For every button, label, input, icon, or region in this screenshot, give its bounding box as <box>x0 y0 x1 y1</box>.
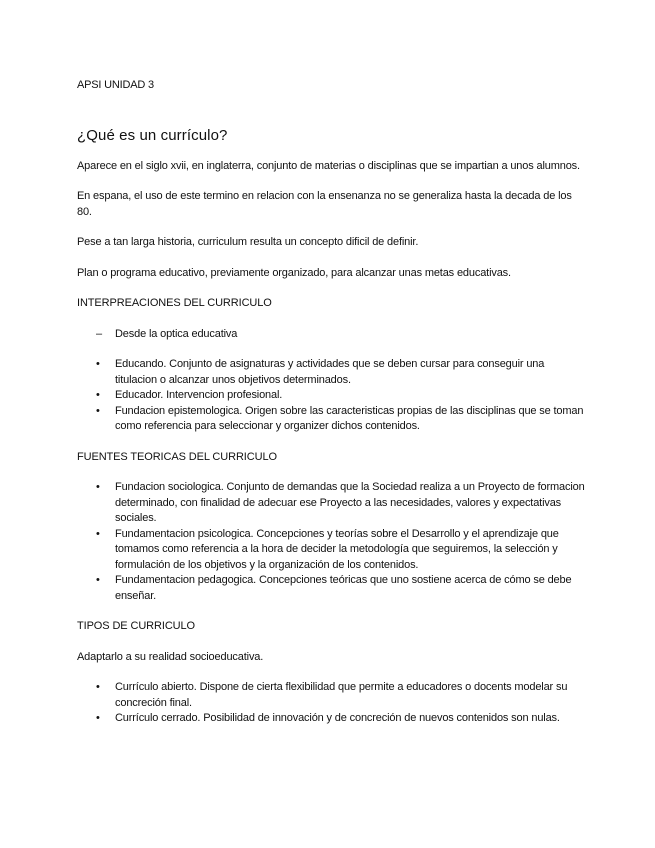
bullet-marker: • <box>96 481 100 493</box>
list-item <box>77 711 585 727</box>
paragraph-spain: En espana, el uso de este termino en relacion con la ensenanza no se generaliza hasta la decada de los 80. <box>77 190 572 218</box>
list-item <box>77 573 585 604</box>
paragraph-origin: Aparece en el siglo xvii, en inglaterra, conjunto de materias o disciplinas que se impartian a unos alumnos. <box>77 159 580 172</box>
bullet-marker: • <box>96 358 100 370</box>
bullet-marker: • <box>96 404 100 417</box>
document-subject: APSI UNIDAD 3 <box>77 79 154 91</box>
list-item <box>77 357 585 388</box>
list-item-text: Fundamentacion pedagogica. Concepciones teóricas que uno sostiene acerca de cómo se debe enseñar. <box>115 574 572 602</box>
bullet-marker: • <box>96 574 100 586</box>
bullet-marker: • <box>96 681 100 693</box>
list-item <box>77 388 585 404</box>
section-heading-interpretaciones: INTERPREACIONES DEL CURRICULO <box>77 297 272 309</box>
paragraph-history: Pese a tan larga historia, curriculum resulta un concepto dificil de definir. <box>77 236 419 248</box>
tipos-list <box>77 680 585 727</box>
dash-marker: – <box>96 327 102 340</box>
paragraph-plan: Plan o programa educativo, previamente organizado, para alcanzar unas metas educativas. <box>77 266 511 279</box>
list-item-text: Currículo cerrado. Posibilidad de innovación y de concreción de nuevos contenidos son nulas. <box>115 712 560 724</box>
list-item-text: Educador. Intervencion profesional. <box>115 389 283 401</box>
list-item-text: Desde la optica educativa <box>115 327 238 340</box>
dash-list <box>77 327 585 343</box>
document-body <box>77 78 585 727</box>
paragraph-adaptarlo: Adaptarlo a su realidad socioeducativa. <box>77 650 264 663</box>
section-heading-fuentes: FUENTES TEORICAS DEL CURRICULO <box>77 450 277 463</box>
interpretaciones-list <box>77 357 585 435</box>
document-title: ¿Qué es un currículo? <box>77 126 228 144</box>
list-item-text: Currículo abierto. Dispone de cierta flexibilidad que permite a educadores o docents modelar su concreción final. <box>115 681 568 709</box>
fuentes-list <box>77 480 585 604</box>
list-item-text: Fundacion epistemologica. Origen sobre las caracteristicas propias de las disciplinas que se toman como referencia para seleccionar y organizer dichos contenidos. <box>115 404 584 432</box>
list-item-text: Educando. Conjunto de asignaturas y actividades que se deben cursar para conseguir una titulacion o alcanzar unos objetivos determinados. <box>115 358 545 386</box>
list-item <box>77 327 585 343</box>
bullet-marker: • <box>96 527 100 540</box>
list-item <box>77 527 585 574</box>
list-item-text: Fundacion sociologica. Conjunto de demandas que la Sociedad realiza a un Proyecto de formacion determinado, con finalidad de adecuar ese Proyecto a las necesidades, valores y expectativas sociales. <box>115 481 585 524</box>
list-item <box>77 404 585 435</box>
list-item <box>77 680 585 711</box>
bullet-marker: • <box>96 389 100 401</box>
section-heading-tipos: TIPOS DE CURRICULO <box>77 620 195 632</box>
bullet-marker: • <box>96 712 100 724</box>
list-item <box>77 480 585 527</box>
list-item-text: Fundamentacion psicologica. Concepciones y teorías sobre el Desarrollo y el aprendizaje que tomamos como referencia a la hora de decider la metodología que seguiremos, la selección y formulación de los objetivos y la organización de los contenidos. <box>115 527 559 571</box>
